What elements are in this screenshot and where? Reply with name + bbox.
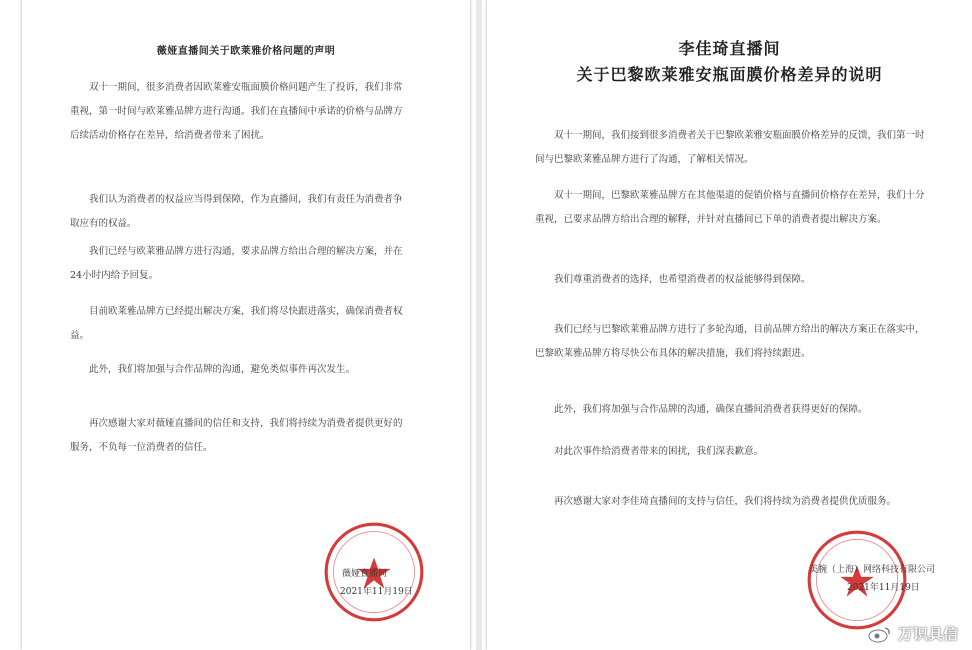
watermark-text: 万识具信	[897, 625, 958, 643]
left-paragraph-5: 此外，我们将加强与合作品牌的沟通，避免类似事件再次发生。	[89, 364, 356, 375]
left-date: 2021年11月19日	[340, 587, 413, 597]
left-page-title: 薇娅直播间关于欧莱雅价格问题的声明	[156, 46, 336, 57]
right-date: 2021年11月19日	[847, 583, 920, 593]
left-paragraph-1: 双十一期间，很多消费者因欧莱雅安瓶面膜价格问题产生了投诉，我们非常重视，第一时间与欧莱雅品牌方进行沟通。我们在直播间中承诺的价格与品牌方后续活动价格存在差异，给消费者带来了困扰。	[70, 82, 403, 141]
page-gap	[476, 0, 482, 650]
left-signature: 薇娅直播间	[342, 569, 388, 579]
left-paragraph-6: 再次感谢大家对薇娅直播间的信任和支持，我们将持续为消费者提供更好的服务，不负每一位消费者的信任。	[70, 418, 403, 453]
left-paragraph-2: 我们认为消费者的权益应当得到保障，作为直播间，我们有责任为消费者争取应有的权益。	[70, 194, 403, 229]
right-page-title-line2: 关于巴黎欧莱雅安瓶面膜价格差异的说明	[576, 65, 883, 84]
right-paragraph-4: 我们已经与巴黎欧莱雅品牌方进行了多轮沟通，目前品牌方给出的解决方案正在落实中，巴黎欧莱雅品牌方将尽快公布具体的解决措施，我们将持续跟进。	[535, 324, 925, 359]
right-page-title-line1: 李佳琦直播间	[678, 39, 781, 58]
right-paragraph-3: 我们尊重消费者的选择，也希望消费者的权益能够得到保障。	[554, 274, 811, 285]
weibo-watermark	[868, 623, 958, 644]
right-signature: 美腕（上海）网络科技有限公司	[809, 565, 936, 575]
left-paragraph-4: 目前欧莱雅品牌方已经提出解决方案，我们将尽快跟进落实，确保消费者权益。	[70, 306, 403, 341]
weibo-icon	[868, 625, 892, 643]
right-paragraph-6: 对此次事件给消费者带来的困扰，我们深表歉意。	[554, 446, 764, 457]
right-paragraph-5: 此外，我们将加强与合作品牌的沟通，确保直播间消费者获得更好的保障。	[554, 404, 868, 415]
right-paragraph-2: 双十一期间，巴黎欧莱雅品牌方在其他渠道的促销价格与直播间价格存在差异，我们十分重视，已要求品牌方给出合理的解释，并针对直播间已下单的消费者提出解决方案。	[535, 190, 925, 225]
left-paragraph-3: 我们已经与欧莱雅品牌方进行沟通，要求品牌方给出合理的解决方案，并在24小时内给予回复。	[70, 246, 403, 281]
right-statement-page	[487, 0, 972, 650]
right-paragraph-7: 再次感谢大家对李佳琦直播间的支持与信任，我们将持续为消费者提供优质服务。	[554, 496, 897, 507]
right-paragraph-1: 双十一期间，我们接到很多消费者关于巴黎欧莱雅安瓶面膜价格差异的反馈，我们第一时间与巴黎欧莱雅品牌方进行了沟通，了解相关情况。	[535, 130, 925, 165]
left-statement-page	[22, 0, 470, 650]
